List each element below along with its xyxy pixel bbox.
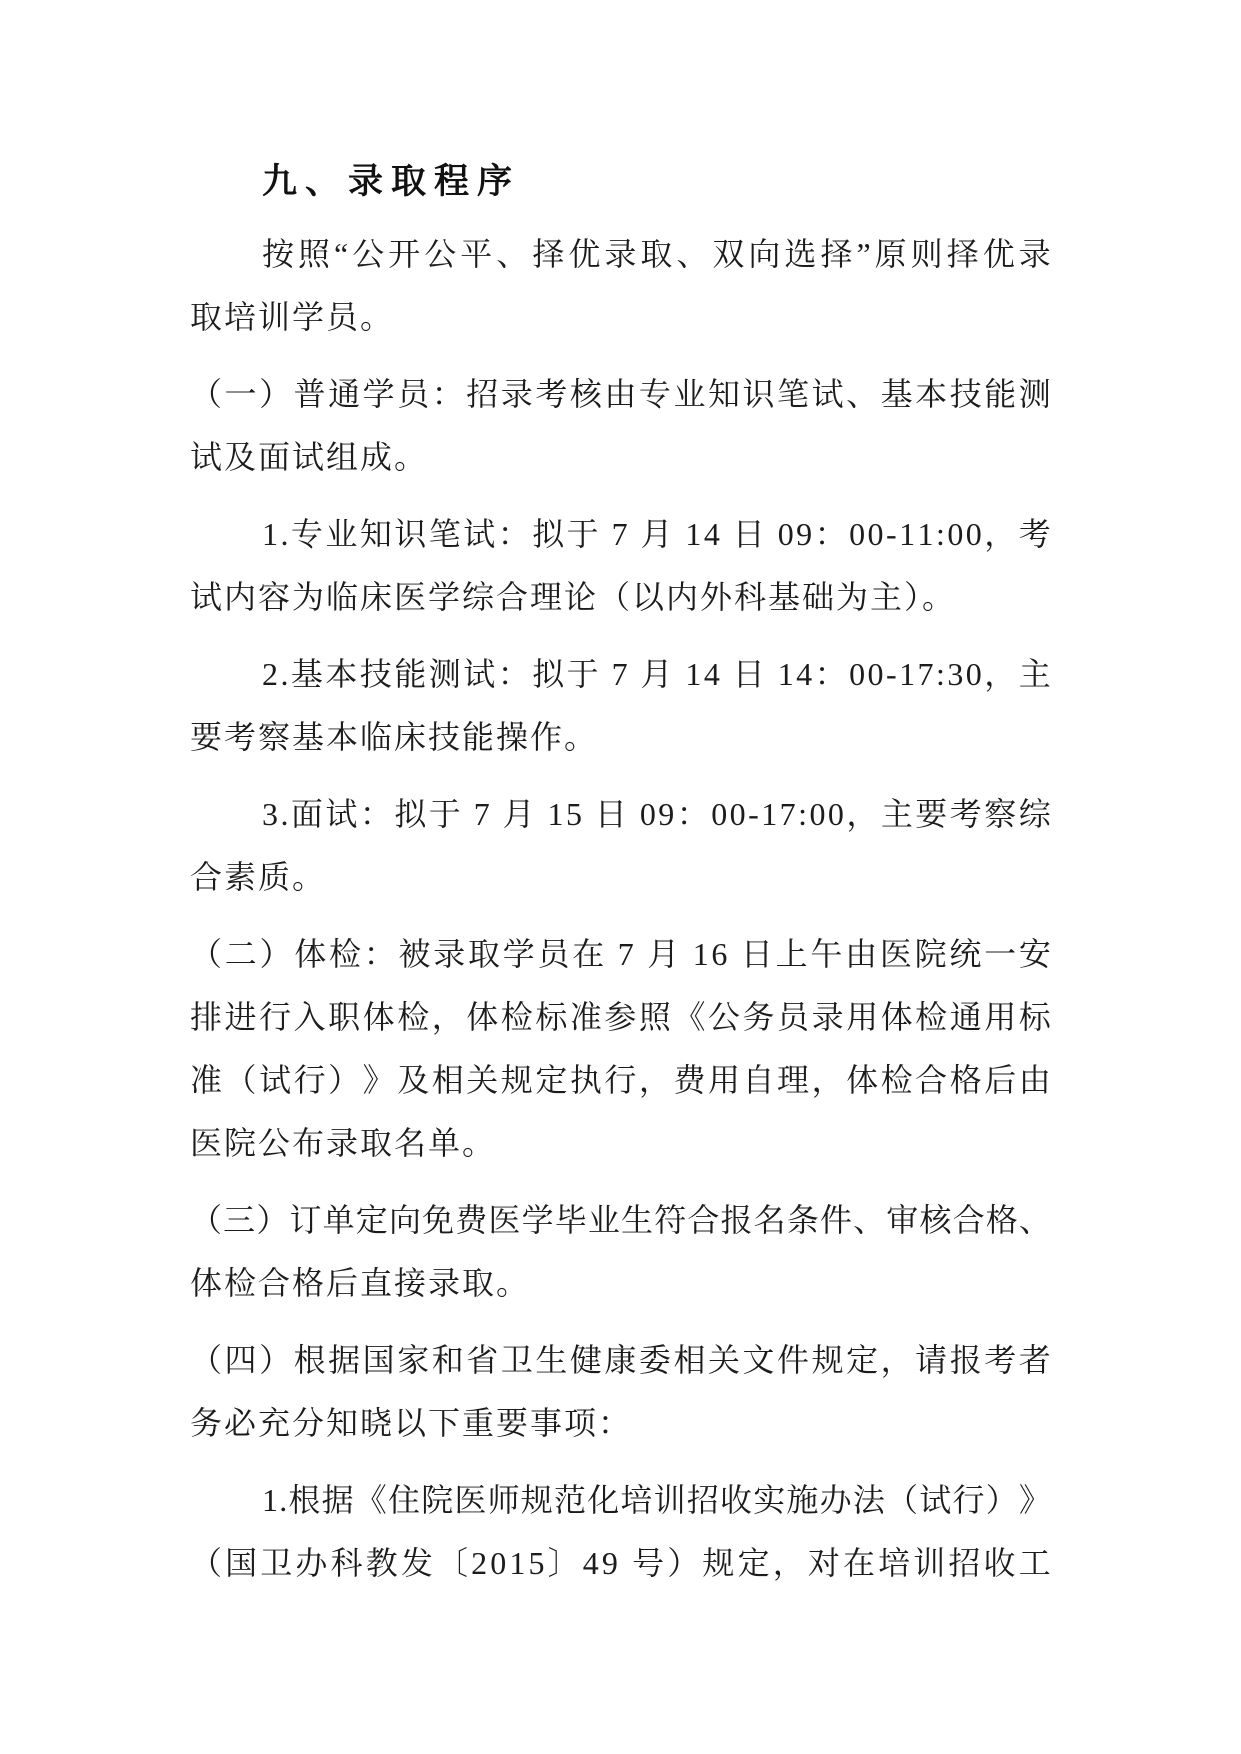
body-line: 3 . 面 试 ： 拟 于 7 月 1 5 日 0 9 ： 0 0 - 1 7 : 0 0 ， 主 要 考 察 综: [262, 796, 1051, 832]
body-line: 务必充分知晓以下重要事项：: [190, 1405, 633, 1441]
body-line: （ 三 ） 订 单 定 向 免 费 医 学 毕 业 生 符 合 报 名 条 件 、 审 核 合 格 、: [190, 1202, 1051, 1238]
body-line: 1 . 专 业 知 识 笔 试 ： 拟 于 7 月 1 4 日 0 9 ： 0 0 - 1 1 : 0 0 ， 考: [262, 516, 1051, 552]
paragraph: [190, 1329, 1051, 1455]
body-line: 按 照 “ 公 开 公 平 、 择 优 录 取 、 双 向 选 择 ” 原 则 择 优 录: [262, 236, 1051, 272]
paragraph: [190, 643, 1051, 769]
body-line: （ 国 卫 办 科 教 发 〔 2 0 1 5 〕 4 9 号 ） 规 定 ， 对 在 培 训 招 收 工: [190, 1545, 1051, 1581]
paragraph: [190, 1189, 1051, 1315]
paragraph: [190, 503, 1051, 629]
section-heading: 九、录取程序: [262, 162, 521, 201]
body-line: 试及面试组成。: [190, 439, 429, 475]
body-line: （ 四 ） 根 据 国 家 和 省 卫 生 健 康 委 相 关 文 件 规 定 ， 请 报 考 者: [190, 1342, 1051, 1378]
paragraph: [190, 783, 1051, 909]
paragraph: [190, 1469, 1051, 1595]
body-line: （ 二 ） 体 检 ： 被 录 取 学 员 在 7 月 1 6 日 上 午 由 医 院 统 一 安: [190, 936, 1051, 972]
body-line: 要考察基本临床技能操作。: [190, 719, 599, 755]
body-line: 合素质。: [190, 859, 327, 895]
body-line: 体检合格后直接录取。: [190, 1265, 531, 1301]
body-line: 排 进 行 入 职 体 检 ， 体 检 标 准 参 照 《 公 务 员 录 用 体 检 通 用 标: [190, 999, 1051, 1035]
body-line: 试内容为临床医学综合理论（以内外科基础为主）。: [190, 579, 957, 615]
body-line: 1 . 根 据 《 住 院 医 师 规 范 化 培 训 招 收 实 施 办 法 （ 试 行 ） 》: [262, 1482, 1051, 1518]
paragraph: [190, 363, 1051, 489]
body-line: （ 一 ） 普 通 学 员 ： 招 录 考 核 由 专 业 知 识 笔 试 、 基 本 技 能 测: [190, 376, 1051, 412]
paragraph: [190, 223, 1051, 349]
document-body: [190, 150, 1051, 1609]
body-line: 2 . 基 本 技 能 测 试 ： 拟 于 7 月 1 4 日 1 4 ： 0 0 - 1 7 : 3 0 ， 主: [262, 656, 1051, 692]
paragraph: [190, 923, 1051, 1175]
paragraph-heading: [190, 150, 1051, 213]
body-line: 准 （ 试 行 ） 》 及 相 关 规 定 执 行 ， 费 用 自 理 ， 体 检 合 格 后 由: [190, 1062, 1051, 1098]
body-line: 医院公布录取名单。: [190, 1125, 497, 1161]
body-line: 取培训学员。: [190, 299, 395, 335]
